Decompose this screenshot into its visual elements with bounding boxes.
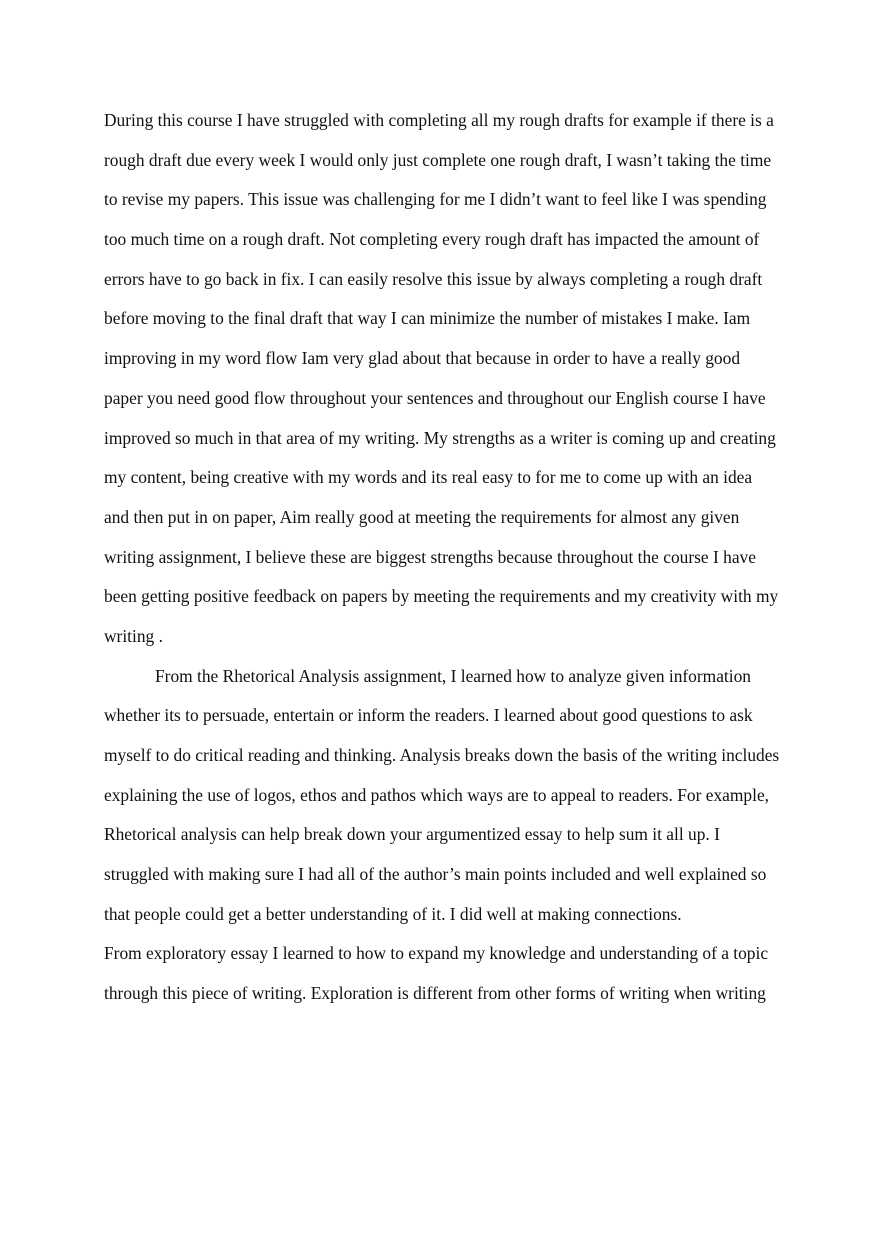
paragraph-start-line: From exploratory essay I learned to how to expand my knowledge and understanding of a topic: [104, 943, 769, 964]
text-line: to revise my papers. This issue was challenging for me I didn’t want to feel like I was spending: [104, 189, 767, 210]
text-line: that people could get a better understanding of it. I did well at making connections.: [104, 903, 682, 924]
text-line: During this course I have struggled with completing all my rough drafts for example if there is a: [104, 110, 774, 130]
text-line: and then put in on paper, Aim really good at meeting the requirements for almost any given: [104, 506, 740, 527]
text-line: errors have to go back in fix. I can easily resolve this issue by always completing a rough draft: [104, 268, 763, 289]
text-line: too much time on a rough draft. Not completing every rough draft has impacted the amount of: [104, 229, 760, 250]
text-line: paper you need good flow throughout your sentences and throughout our English course I have: [104, 387, 766, 408]
text-line: Rhetorical analysis can help break down your argumentized essay to help sum it all up. I: [104, 824, 720, 845]
text-line: been getting positive feedback on papers by meeting the requirements and my creativity with my: [104, 586, 779, 607]
text-line: writing .: [104, 625, 163, 646]
text-line: writing assignment, I believe these are biggest strengths because throughout the course I have: [104, 546, 756, 567]
text-line: my content, being creative with my words and its real easy to for me to come up with an idea: [104, 467, 753, 488]
paragraph-start-line: From the Rhetorical Analysis assignment, I learned how to analyze given information: [155, 665, 751, 686]
text-line: through this piece of writing. Exploration is different from other forms of writing when writing: [104, 983, 766, 1004]
text-line: rough draft due every week I would only just complete one rough draft, I wasn’t taking the time: [104, 149, 772, 170]
text-line: struggled with making sure I had all of the author’s main points included and well explained so: [104, 864, 767, 885]
document-body: [104, 101, 804, 1014]
text-line: myself to do critical reading and thinking. Analysis breaks down the basis of the writing includes: [104, 745, 780, 765]
text-line: explaining the use of logos, ethos and pathos which ways are to appeal to readers. For example,: [104, 784, 770, 805]
text-line: improving in my word flow Iam very glad about that because in order to have a really good: [104, 348, 741, 369]
text-line: whether its to persuade, entertain or inform the readers. I learned about good questions to ask: [104, 705, 753, 726]
text-line: before moving to the final draft that way I can minimize the number of mistakes I make. Iam: [104, 308, 751, 329]
text-line: improved so much in that area of my writing. My strengths as a writer is coming up and creating: [104, 427, 776, 448]
